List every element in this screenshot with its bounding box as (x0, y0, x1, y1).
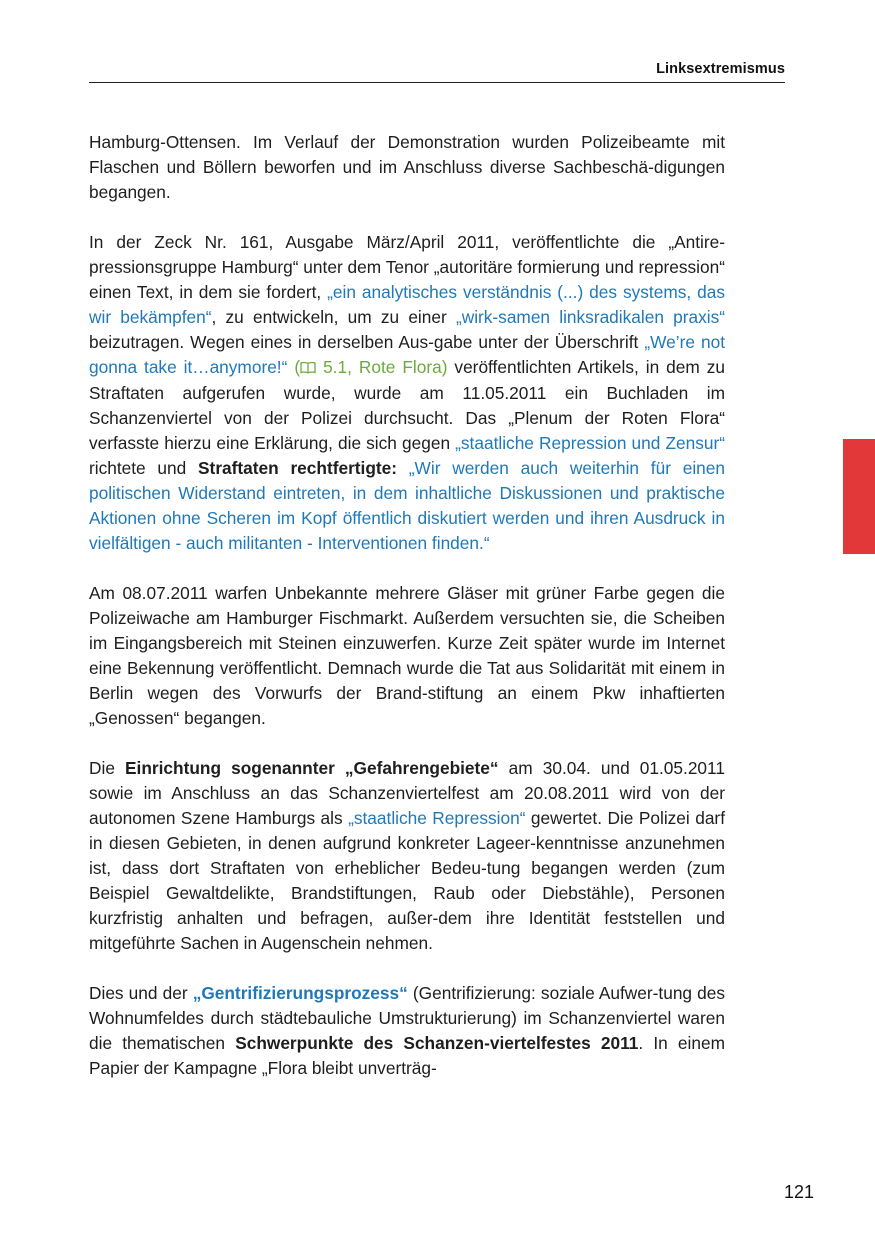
page-number: 121 (784, 1182, 815, 1202)
paragraph-2: In der Zeck Nr. 161, Ausgabe März/April 2011, veröffentlichte die „Antire-pressionsgruppe Hamburg“ unter dem Tenor „autoritäre formierung und repression“ einen Text, in dem sie fordert, „ein analytisches verständnis (...) des systems, das wir bekämpfen“, zu entwickeln, um zu einer „wirk-samen linksradikalen praxis“ beizutragen. Wegen eines in derselben Aus-gabe unter der Überschrift „We’re not gonna take it…anymore!“ ( 5.1, Rote Flora) veröffentlichten Artikels, in dem zu Straftaten aufgerufen wurde, wurde am 11.05.2011 ein Buchladen im Schanzenviertel von der Polizei durchsucht. Das „Plenum der Roten Flora“ verfasste hierzu eine Erklärung, die sich gegen „staatliche Repression und Zensur“ richtete und Straftaten rechtfertigte: „Wir werden auch weiterhin für einen politischen Widerstand eintreten, in dem inhaltliche Diskussionen und praktische Aktionen ohne Scheren im Kopf öffentlich diskutiert werden und ihren Ausdruck in vielfältigen - auch militanten - Interventionen finden.“ (89, 232, 726, 553)
quote: „We’re not gonna take it…anymore!“ (89, 332, 725, 377)
quote: „staatliche Repression und Zensur“ (455, 433, 725, 453)
bold-phrase: Straftaten rechtfertigte: (198, 458, 398, 478)
bold-phrase: Schwerpunkte des Schanzen-viertelfestes 2011 (235, 1033, 639, 1053)
paragraph-3: Am 08.07.2011 warfen Unbekannte mehrere Gläser mit grüner Farbe gegen die Polizeiwache am Hamburger Fischmarkt. Außerdem versuchten sie, die Scheiben im Eingangsbereich mit Steinen einzuwerfen. Kurze Zeit später wurde im Internet eine Bekennung veröffentlicht. Demnach wurde die Tat aus Solidarität mit einem in Berlin wegen des Vorwurfs der Brand-stiftung an einem Pkw inhaftierten „Genossen“ begangen. (89, 583, 725, 728)
chapter-marker-tab (843, 439, 875, 554)
paragraph-4: Die Einrichtung sogenannter „Gefahrengebiete“ am 30.04. und 01.05.2011 sowie im Anschluss an das Schanzenviertelfest am 20.08.2011 wird von der autonomen Szene Hamburgs als „staatliche Repression“ gewertet. Die Polizei darf in diesen Gebieten, in denen aufgrund konkreter Lageer-kenntnisse anzunehmen ist, dass dort Straftaten von erheblicher Bedeu-tung begangen werden (zum Beispiel Gewaltdelikte, Brandstiftungen, Raub oder Diebstähle), Personen kurzfristig anhalten und befragen, außer-dem ihre Identität feststellen und mitgeführte Sachen in Augenschein nehmen. (89, 758, 725, 953)
bold-phrase: Einrichtung sogenannter „Gefahrengebiete“ (125, 758, 499, 778)
book-icon (300, 356, 316, 381)
paragraph-1: Hamburg-Ottensen. Im Verlauf der Demonstration wurden Polizeibeamte mit Flaschen und Böllern beworfen und im Anschluss diverse Sachbeschä-digungen begangen. (89, 132, 725, 202)
running-header (89, 58, 785, 83)
header-title: Linksextremismus (656, 61, 785, 77)
quote: „ein analytisches verständnis (...) des systems, das wir bekämpfen“ (89, 282, 725, 327)
cross-reference[interactable]: ( 5.1, Rote Flora) (287, 357, 447, 377)
body-text (89, 130, 725, 1106)
bold-quote: „Gentrifizierungsprozess“ (192, 983, 408, 1003)
paragraph-5: Dies und der „Gentrifizierungsprozess“ (Gentrifizierung: soziale Aufwer-tung des Wohnumfeldes durch städtebauliche Umstrukturierung) im Schanzenviertel waren die thematischen Schwerpunkte des Schanzen-viertelfestes 2011. In einem Papier der Kampagne „Flora bleibt unverträg- (89, 983, 725, 1078)
quote: „staatliche Repression“ (348, 808, 526, 828)
quote: „wirk-samen linksradikalen praxis“ (455, 307, 725, 327)
quote: „Wir werden auch weiterhin für einen politischen Widerstand eintreten, in dem inhaltliche Diskussionen und praktische Aktionen ohne Scheren im Kopf öffentlich diskutiert werden und ihren Ausdruck in vielfältigen - auch militanten - Interventionen finden.“ (89, 458, 725, 553)
